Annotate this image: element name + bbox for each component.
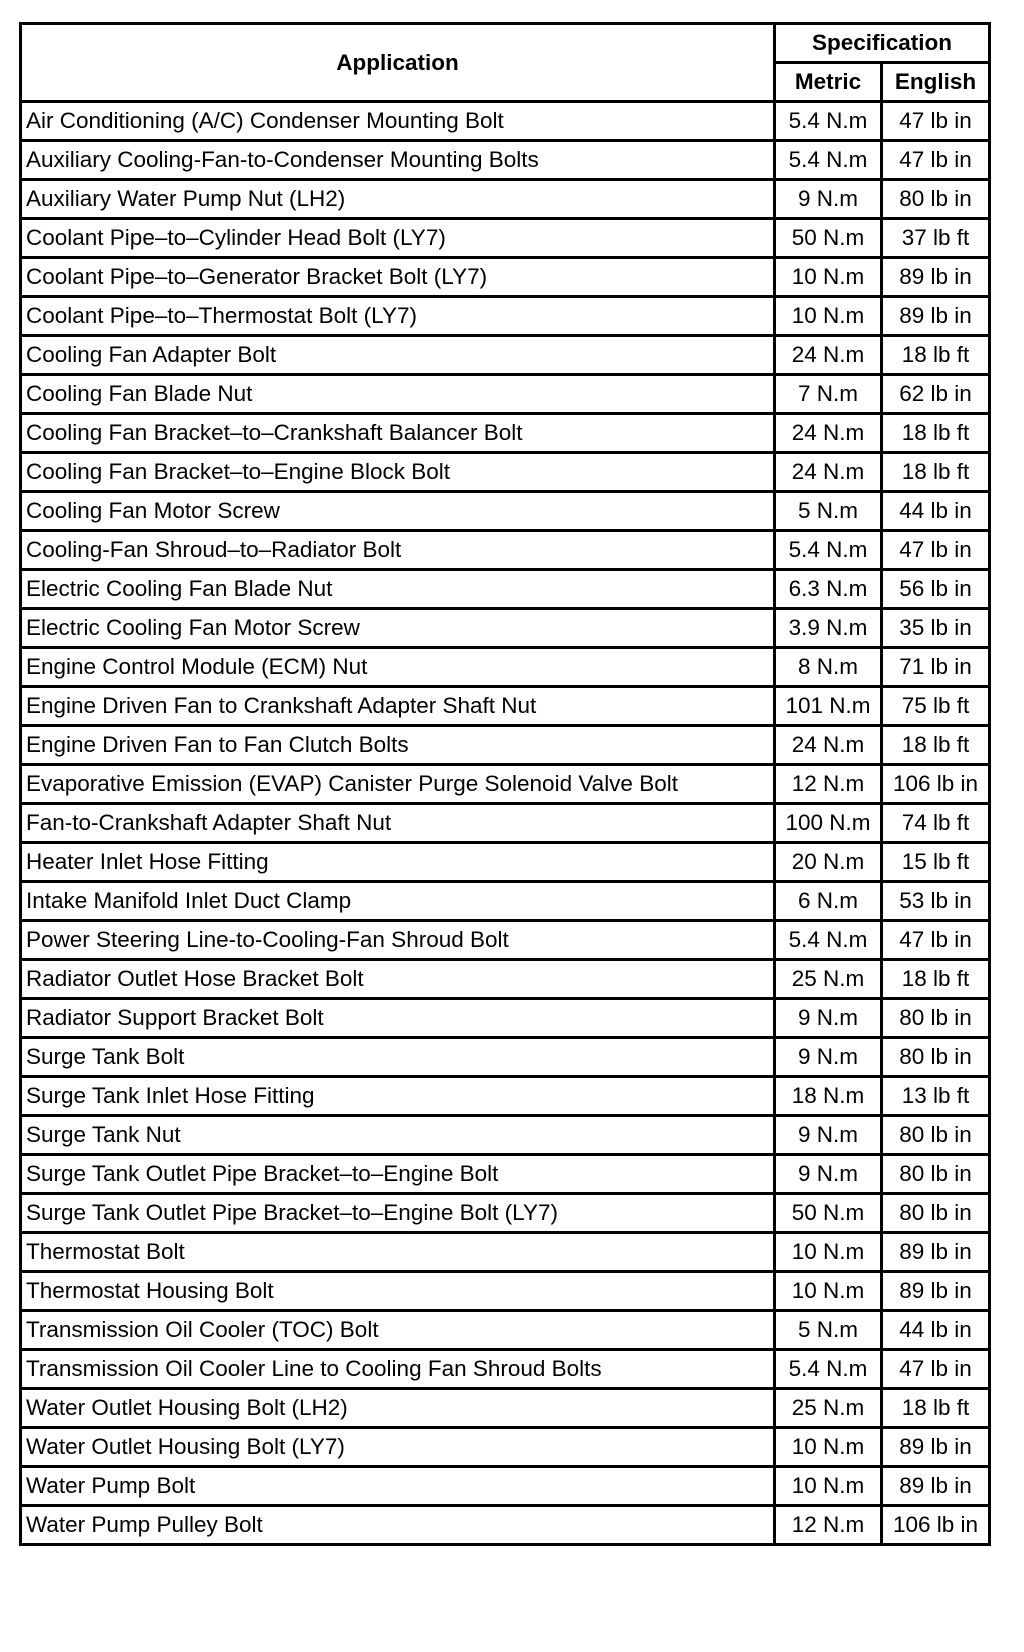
application-cell: Engine Driven Fan to Fan Clutch Bolts [21,726,775,765]
english-cell: 37 lb ft [882,219,990,258]
table-row [21,1350,990,1389]
metric-cell: 3.9 N.m [775,609,882,648]
english-cell: 15 lb ft [882,843,990,882]
english-cell: 44 lb in [882,1311,990,1350]
metric-cell: 50 N.m [775,219,882,258]
metric-cell: 24 N.m [775,726,882,765]
english-cell: 18 lb ft [882,1389,990,1428]
table-row [21,1077,990,1116]
metric-cell: 9 N.m [775,1116,882,1155]
table-row [21,219,990,258]
metric-cell: 10 N.m [775,1467,882,1506]
english-cell: 18 lb ft [882,960,990,999]
metric-cell: 24 N.m [775,336,882,375]
english-cell: 80 lb in [882,999,990,1038]
table-row [21,1311,990,1350]
application-cell: Engine Control Module (ECM) Nut [21,648,775,687]
application-cell: Fan-to-Crankshaft Adapter Shaft Nut [21,804,775,843]
application-cell: Auxiliary Cooling-Fan-to-Condenser Mounting Bolts [21,141,775,180]
english-cell: 89 lb in [882,1428,990,1467]
english-cell: 80 lb in [882,1038,990,1077]
english-cell: 47 lb in [882,1350,990,1389]
table-row [21,375,990,414]
application-cell: Surge Tank Bolt [21,1038,775,1077]
metric-cell: 24 N.m [775,453,882,492]
application-cell: Cooling Fan Adapter Bolt [21,336,775,375]
english-cell: 13 lb ft [882,1077,990,1116]
table-row [21,999,990,1038]
table-body [21,102,990,1545]
english-cell: 35 lb in [882,609,990,648]
metric-cell: 24 N.m [775,414,882,453]
english-cell: 56 lb in [882,570,990,609]
application-cell: Cooling Fan Motor Screw [21,492,775,531]
metric-cell: 25 N.m [775,1389,882,1428]
metric-cell: 5 N.m [775,492,882,531]
metric-cell: 5.4 N.m [775,531,882,570]
application-cell: Heater Inlet Hose Fitting [21,843,775,882]
table-row [21,921,990,960]
header-row-top [21,24,990,63]
application-cell: Coolant Pipe–to–Generator Bracket Bolt (LY7) [21,258,775,297]
application-cell: Air Conditioning (A/C) Condenser Mounting Bolt [21,102,775,141]
application-cell: Coolant Pipe–to–Cylinder Head Bolt (LY7) [21,219,775,258]
application-cell: Cooling-Fan Shroud–to–Radiator Bolt [21,531,775,570]
application-cell: Thermostat Housing Bolt [21,1272,775,1311]
metric-cell: 12 N.m [775,1506,882,1545]
table-row [21,960,990,999]
english-cell: 18 lb ft [882,414,990,453]
application-cell: Electric Cooling Fan Motor Screw [21,609,775,648]
metric-cell: 5.4 N.m [775,141,882,180]
metric-cell: 12 N.m [775,765,882,804]
metric-cell: 10 N.m [775,258,882,297]
table-row [21,687,990,726]
application-cell: Surge Tank Nut [21,1116,775,1155]
metric-cell: 5.4 N.m [775,1350,882,1389]
english-cell: 18 lb ft [882,453,990,492]
table-row [21,1506,990,1545]
torque-spec-table [19,22,991,1546]
table-row [21,726,990,765]
table-row [21,1155,990,1194]
metric-cell: 25 N.m [775,960,882,999]
table-row [21,258,990,297]
english-cell: 18 lb ft [882,726,990,765]
english-cell: 80 lb in [882,1116,990,1155]
metric-cell: 18 N.m [775,1077,882,1116]
english-cell: 80 lb in [882,180,990,219]
table-row [21,1272,990,1311]
english-cell: 106 lb in [882,765,990,804]
english-cell: 44 lb in [882,492,990,531]
english-cell: 74 lb ft [882,804,990,843]
english-cell: 53 lb in [882,882,990,921]
table-row [21,1194,990,1233]
application-cell: Engine Driven Fan to Crankshaft Adapter Shaft Nut [21,687,775,726]
table-header [21,24,990,102]
specification-header: Specification [775,24,990,63]
table-row [21,1389,990,1428]
application-cell: Surge Tank Inlet Hose Fitting [21,1077,775,1116]
english-cell: 80 lb in [882,1194,990,1233]
application-cell: Transmission Oil Cooler Line to Cooling Fan Shroud Bolts [21,1350,775,1389]
table-row [21,609,990,648]
table-row [21,297,990,336]
english-cell: 106 lb in [882,1506,990,1545]
table-row [21,765,990,804]
application-cell: Surge Tank Outlet Pipe Bracket–to–Engine Bolt [21,1155,775,1194]
table-row [21,453,990,492]
application-cell: Intake Manifold Inlet Duct Clamp [21,882,775,921]
table-row [21,882,990,921]
metric-cell: 9 N.m [775,1038,882,1077]
table-row [21,102,990,141]
table-row [21,648,990,687]
application-cell: Cooling Fan Blade Nut [21,375,775,414]
metric-cell: 6.3 N.m [775,570,882,609]
table-row [21,570,990,609]
table-row [21,1038,990,1077]
english-cell: 47 lb in [882,102,990,141]
table-row [21,1428,990,1467]
table-row [21,1233,990,1272]
metric-cell: 101 N.m [775,687,882,726]
application-cell: Radiator Outlet Hose Bracket Bolt [21,960,775,999]
table-row [21,531,990,570]
metric-cell: 6 N.m [775,882,882,921]
metric-cell: 9 N.m [775,999,882,1038]
english-cell: 89 lb in [882,258,990,297]
metric-cell: 10 N.m [775,1233,882,1272]
application-cell: Thermostat Bolt [21,1233,775,1272]
application-cell: Coolant Pipe–to–Thermostat Bolt (LY7) [21,297,775,336]
metric-cell: 10 N.m [775,297,882,336]
metric-cell: 5.4 N.m [775,102,882,141]
application-cell: Auxiliary Water Pump Nut (LH2) [21,180,775,219]
application-cell: Water Pump Pulley Bolt [21,1506,775,1545]
metric-cell: 8 N.m [775,648,882,687]
english-cell: 47 lb in [882,531,990,570]
metric-cell: 50 N.m [775,1194,882,1233]
english-header: English [882,63,990,102]
metric-cell: 5 N.m [775,1311,882,1350]
application-cell: Surge Tank Outlet Pipe Bracket–to–Engine Bolt (LY7) [21,1194,775,1233]
english-cell: 89 lb in [882,1467,990,1506]
table-row [21,492,990,531]
metric-header: Metric [775,63,882,102]
metric-cell: 20 N.m [775,843,882,882]
metric-cell: 7 N.m [775,375,882,414]
application-header: Application [21,24,775,102]
metric-cell: 10 N.m [775,1428,882,1467]
application-cell: Water Outlet Housing Bolt (LY7) [21,1428,775,1467]
english-cell: 47 lb in [882,141,990,180]
application-cell: Electric Cooling Fan Blade Nut [21,570,775,609]
table-row [21,804,990,843]
english-cell: 80 lb in [882,1155,990,1194]
english-cell: 62 lb in [882,375,990,414]
application-cell: Cooling Fan Bracket–to–Crankshaft Balancer Bolt [21,414,775,453]
application-cell: Power Steering Line-to-Cooling-Fan Shroud Bolt [21,921,775,960]
english-cell: 89 lb in [882,1272,990,1311]
application-cell: Evaporative Emission (EVAP) Canister Purge Solenoid Valve Bolt [21,765,775,804]
table-row [21,843,990,882]
metric-cell: 5.4 N.m [775,921,882,960]
application-cell: Water Outlet Housing Bolt (LH2) [21,1389,775,1428]
application-cell: Radiator Support Bracket Bolt [21,999,775,1038]
english-cell: 47 lb in [882,921,990,960]
application-cell: Water Pump Bolt [21,1467,775,1506]
metric-cell: 10 N.m [775,1272,882,1311]
english-cell: 89 lb in [882,1233,990,1272]
table-row [21,414,990,453]
metric-cell: 100 N.m [775,804,882,843]
metric-cell: 9 N.m [775,180,882,219]
english-cell: 18 lb ft [882,336,990,375]
table-row [21,336,990,375]
english-cell: 71 lb in [882,648,990,687]
english-cell: 89 lb in [882,297,990,336]
application-cell: Transmission Oil Cooler (TOC) Bolt [21,1311,775,1350]
table-row [21,180,990,219]
table-row [21,1467,990,1506]
english-cell: 75 lb ft [882,687,990,726]
metric-cell: 9 N.m [775,1155,882,1194]
table-row [21,1116,990,1155]
application-cell: Cooling Fan Bracket–to–Engine Block Bolt [21,453,775,492]
table-row [21,141,990,180]
